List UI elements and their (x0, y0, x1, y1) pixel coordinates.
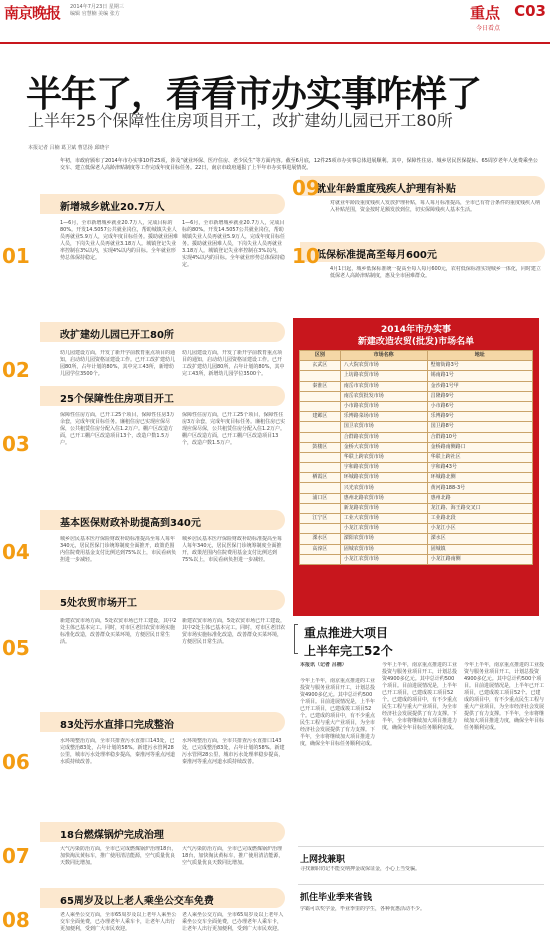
cell-name: 南岳农贸批发市场 (340, 391, 427, 401)
cell-name: 兴光农贸市场 (340, 483, 427, 493)
item-text-04: 城乡居民基本医疗保险财政补助标准提高至每人每年340元，居民医保门诊统筹制度全面推开，政策范围内住院费用基金支付比例达到75%以上，市民看病负担进一步减轻。 (60, 536, 177, 563)
table-row (300, 422, 533, 432)
cell-addr: 乐博路9号 (427, 412, 532, 422)
cell-name: 南岳市农贸市场 (340, 381, 427, 391)
cell-name: 八大院农贸市场 (340, 361, 427, 371)
side-heading-1: 重点推进大项目 (304, 626, 389, 640)
cell-name: 溧阳农贸市场 (340, 534, 427, 544)
item-text-09: 对就业年龄段重度残疾人发放护理补贴，每人每月标准提高，全市已有符合条件的重度残疾人纳入补贴范围，资金按时足额发放到位，切实保障残疾人基本生活。 (330, 200, 541, 213)
cell-addr: 小龙江小区 (427, 524, 532, 534)
table-row (300, 483, 533, 493)
section-subtitle: 今日看点 (475, 25, 500, 32)
cell-area (300, 422, 341, 432)
item-number-03: 03 (2, 432, 30, 456)
cell-area: 溧水区 (300, 534, 341, 544)
item-text-10: 4月1日起，城乡低保标准统一提高至每人每月600元，农村低保标准实现城乡一体化，同时建立低保老人高龄津贴制度，惠及全市困难群众。 (330, 266, 541, 279)
cell-addr: 华联上跨社区 (427, 452, 532, 462)
cell-name: 上坊路农贸市场 (340, 371, 427, 381)
cell-addr: 工业路北段 (427, 514, 532, 524)
cell-name: 固城农贸市场 (340, 544, 427, 554)
cell-addr: 金桥路南侧路口 (427, 442, 532, 452)
masthead (0, 0, 550, 44)
table-row (300, 473, 533, 483)
item-title-10: 低保标准提高至每月600元 (316, 250, 437, 261)
cell-area (300, 463, 341, 473)
table-row (300, 412, 533, 422)
item-title-06: 83处污水直排口完成整治 (60, 720, 174, 731)
market-list-table (299, 350, 533, 565)
cell-name: 小市路农贸市场 (340, 401, 427, 411)
item-text-06: 水环境整治方面，全市共排查污水直排口143处，已完成整治83处，占年计划的58%。新建污水管网28公里，城市污水处理率稳步提高，秦淮河等重点河道水质持续改善。 (60, 738, 176, 765)
cell-area (300, 391, 341, 401)
cell-name: 环城路农贸市场 (340, 473, 427, 483)
headline-bracket (294, 624, 298, 654)
section-tag: 重点 (469, 4, 500, 22)
cell-area (300, 483, 341, 493)
header-name: 市场名称 (340, 351, 427, 361)
main-headline: 半年了，看看市办实事咋样了 (26, 74, 482, 115)
small-text-1: 寻找兼职切记不能交纳押金或保证金，小心上当受骗。 (300, 866, 421, 872)
table-row (300, 381, 533, 391)
cell-area: 建邺区 (300, 412, 341, 422)
date-line: 2014年7月23日 星期三 (70, 4, 124, 10)
item-number-04: 04 (2, 540, 30, 564)
item-text-08b: 老人乘坐公交方面，全市65周岁及以上老年人乘坐公交车全面免费，已办理老年人乘车卡，让老年人出行更加便利，受到广大市民欢迎。 (182, 912, 284, 932)
cell-addr: 锡南路1号 (427, 371, 532, 381)
table-title-line1: 2014年市办实事 (380, 325, 452, 335)
cell-name: 合群路农贸市场 (340, 432, 427, 442)
item-text-02b: 幼儿园建设方面，开发了新开学前教育重点项目的通知，启动幼儿园资格证建设工作。已开工改扩建幼儿园80所，占年计划的80%，其中完工43所，新增幼儿园学位3500个。 (182, 350, 285, 377)
cell-addr: 黄河路188-3号 (427, 483, 532, 493)
item-text-06b: 水环境整治方面，全市共排查污水直排口143处，已完成整治83处，占年计划的58%。新建污水管网28公里，城市污水处理率稳步提高，秦淮河等重点河道水质持续改善。 (182, 738, 285, 765)
byline: 本报记者 吕楠 葛卫斌 曹思扬 邱晓宇 (28, 145, 110, 151)
item-text-01b: 1—6月，全市新增城乡就业20.7万人，完成目标的80%。开发14.5057公共就业岗位，帮助城镇失业人员再就业5.9万人，完成年度目标任务。援助就业困难人员，下岗失业人员再就业3.18万人。城镇登记失业率控制在3%以内，实现4%以内的目标。全年就业形势总体保持稳定。 (182, 220, 285, 268)
masthead-meta (70, 4, 124, 18)
cell-name: 华联上跨农贸市场 (340, 452, 427, 462)
cell-addr: 小龙江路南侧 (427, 554, 532, 564)
cell-name: 工业大农贸市场 (340, 514, 427, 524)
cell-area: 高淳区 (300, 544, 341, 554)
cell-area (300, 524, 341, 534)
cell-addr: 合群路10号 (427, 432, 532, 442)
cell-name: 金桥大农贸市场 (340, 442, 427, 452)
cell-addr: 溧水区 (427, 534, 532, 544)
cell-addr: 墅塘街路3号 (427, 361, 532, 371)
cell-area (300, 452, 341, 462)
item-title-07: 18台燃煤锅炉完成治理 (60, 830, 164, 841)
item-text-01: 1—6月，全市新增城乡就业20.7万人，完成目标的80%。开发14.5057公共就业岗位，帮助城镇失业人员再就业5.9万人，完成年度目标任务。援助就业困难人员，下岗失业人员再就业3.18万人。城镇登记失业率控制在3%以内，实现4%以内的目标。全年就业形势总体保持稳定。 (60, 220, 178, 261)
item-title-05: 5处农贸市场开工 (60, 598, 137, 609)
cell-area: 栖霞区 (300, 473, 341, 483)
small-heading-2: 抓住毕业季来省钱 (300, 893, 373, 903)
cell-name: 小龙江农贸市场 (340, 524, 427, 534)
table-row (300, 401, 533, 411)
cell-area (300, 432, 341, 442)
side-text-col1: 今年上半年，南京重点推进的工业投资与服务业项目开工，计划总投资4900多亿元。其中总计约500个项目。目前进展情况是，上半年已开工项目，已建成竣工项目52个。已建成的项目中，有不少重点民生工程与重大产业项目，为全市经济社会发展提供了有力支撑。下半年，全市将继续加大项目推进力度，确保全年目标任务顺利完成。 (300, 678, 376, 747)
item-text-05: 新建农贸市场方面，5处农贸市场已开工建设，其中2处主体已基本完工。同时，对市区老旧农贸市场实施标准化改造，改善群众买菜环境，方便居民日常生活。 (60, 618, 177, 645)
item-number-02: 02 (2, 358, 30, 382)
header-area: 区别 (300, 351, 341, 361)
table-row (300, 391, 533, 401)
table-row (300, 534, 533, 544)
item-title-02: 改扩建幼儿园已开工80所 (60, 330, 174, 341)
cell-addr: 固城镇 (427, 544, 532, 554)
item-text-02: 幼儿园建设方面，开发了新开学前教育重点项目的通知，启动幼儿园资格证建设工作。已开工改扩建幼儿园80所，占年计划的80%，其中完工43所，新增幼儿园学位3500个。 (60, 350, 176, 377)
item-number-08: 08 (2, 908, 30, 932)
cell-name: 惠州北路农贸市场 (340, 493, 427, 503)
item-text-03: 保障性住房方面，已开工25个项目，保障性住房3万余套，完成年度目标任务。廉租住房已实现应保尽保，公共租赁住房分配入住1.2万户。棚户区改造方面，已开工棚户区改造项目13个，改造户数1.5万户。 (60, 412, 175, 446)
item-number-09: 09 (292, 176, 320, 200)
divider (298, 846, 544, 847)
cell-area (300, 554, 341, 564)
table-row (300, 452, 533, 462)
page-number: C03 (514, 2, 546, 20)
cell-area: 江宁区 (300, 514, 341, 524)
table-row (300, 432, 533, 442)
item-number-10: 10 (292, 244, 320, 268)
table-row (300, 442, 533, 452)
market-list-panel (293, 318, 539, 616)
cell-name: 国卫农贸市场 (340, 422, 427, 432)
item-text-04b: 城乡居民基本医疗保险财政补助标准提高至每人每年340元，居民医保门诊统筹制度全面推开，政策范围内住院费用基金支付比例达到75%以上，市民看病负担进一步减轻。 (182, 536, 283, 563)
divider-2 (298, 884, 544, 885)
newspaper-logo: 南京晚报 (4, 4, 61, 22)
cell-addr: 惠州北路 (427, 493, 532, 503)
cell-name: 新龙路农贸市场 (340, 503, 427, 513)
small-text-2: 学霸可以奖学金，毕业季里的学生，各种优惠活动不少。 (300, 906, 426, 912)
cell-name: 宇和路农贸市场 (340, 463, 427, 473)
item-title-01: 新增城乡就业20.7万人 (60, 202, 165, 213)
cell-addr: 金沙路1号甲 (427, 381, 532, 391)
side-heading-2: 上半年完工52个 (304, 644, 393, 658)
table-row (300, 503, 533, 513)
side-text-col2: 今年上半年，南京重点推进的工业投资与服务业项目开工，计划总投资4900多亿元。其中总计约500个项目。目前进展情况是，上半年已开工项目，已建成竣工项目52个。已建成的项目中，有不少重点民生工程与重大产业项目，为全市经济社会发展提供了有力支撑。下半年，全市将继续加大项目推进力度，确保全年目标任务顺利完成。 (382, 662, 458, 731)
cell-name: 小龙江农贸市场 (340, 554, 427, 564)
lead-paragraph: 年初，市政府颁布了2014年市办实事10件25项，涉及“就业环保、医疗住房、老少民生”等方面内容。截至6月底，12件25项市办实事总体进展顺利。其中，保障性住房、城乡居民医保提标、65周岁老年人免费乘坐公交车、建立低保老人高龄津贴制度等工作完成年度目标任务。22日，南京市政府通报了上半年市办实事进展情况。 (60, 158, 538, 171)
sub-headline: 上半年25个保障性住房项目开工，改扩建幼儿园已开工80所 (28, 111, 453, 130)
table-header-row (300, 351, 533, 361)
item-number-01: 01 (2, 244, 30, 268)
cell-area (300, 503, 341, 513)
cell-area: 秦淮区 (300, 381, 341, 391)
cell-addr: 龙江路、海王路交叉口 (427, 503, 532, 513)
table-title-line2: 新建改造农贸(批发)市场名单 (357, 337, 475, 347)
cell-addr: 宇和路43号 (427, 463, 532, 473)
cell-addr: 小市路6号 (427, 401, 532, 411)
table-row (300, 544, 533, 554)
item-number-05: 05 (2, 636, 30, 660)
editor-line: 编辑 官慧楠 美编 张方 (70, 11, 120, 17)
cell-area: 鼓楼区 (300, 442, 341, 452)
table-row (300, 463, 533, 473)
item-text-07b: 大气污染防治方面，全市已完成燃煤锅炉治理18台，加快淘汰黄标车，推广使用清洁能源，空气质量优良天数同比增加。 (182, 846, 284, 866)
side-text-col3: 今年上半年，南京重点推进的工业投资与服务业项目开工，计划总投资4900多亿元。其中总计约500个项目。目前进展情况是，上半年已开工项目，已建成竣工项目52个。已建成的项目中，有不少重点民生工程与重大产业项目，为全市经济社会发展提供了有力支撑。下半年，全市将继续加大项目推进力度，确保全年目标任务顺利完成。 (464, 662, 544, 731)
table-row (300, 371, 533, 381)
item-text-08: 老人乘坐公交方面，全市65周岁及以上老年人乘坐公交车全面免费，已办理老年人乘车卡，让老年人出行更加便利，受到广大市民欢迎。 (60, 912, 177, 932)
item-text-07: 大气污染防治方面，全市已完成燃煤锅炉治理18台，加快淘汰黄标车，推广使用清洁能源，空气质量优良天数同比增加。 (60, 846, 177, 866)
cell-area (300, 401, 341, 411)
item-number-06: 06 (2, 750, 30, 774)
cell-area (300, 371, 341, 381)
item-title-08: 65周岁及以上老人乘坐公交车免费 (60, 896, 214, 907)
header-addr: 地址 (427, 351, 532, 361)
table-row (300, 493, 533, 503)
side-dateline: 本报讯（记者 吕楠） (300, 662, 347, 668)
item-text-05b: 新建农贸市场方面，5处农贸市场已开工建设，其中2处主体已基本完工。同时，对市区老旧农贸市场实施标准化改造，改善群众买菜环境，方便居民日常生活。 (182, 618, 286, 645)
item-number-07: 07 (2, 844, 30, 868)
cell-area: 玄武区 (300, 361, 341, 371)
table-row (300, 514, 533, 524)
cell-addr: 昌隆路9号 (427, 391, 532, 401)
cell-addr: 国卫路8号 (427, 422, 532, 432)
table-row (300, 524, 533, 534)
cell-addr: 环城路北侧 (427, 473, 532, 483)
item-title-04: 基本医保财政补助提高到340元 (60, 518, 201, 529)
table-row (300, 361, 533, 371)
cell-name: 乐博路菜场市场 (340, 412, 427, 422)
cell-area: 浦口区 (300, 493, 341, 503)
item-title-09: 就业年龄重度残疾人护理有补贴 (316, 184, 456, 195)
table-row (300, 554, 533, 564)
small-heading-1: 上网找兼职 (300, 855, 346, 865)
item-title-03: 25个保障性住房项目开工 (60, 394, 174, 405)
item-text-03b: 保障性住房方面，已开工25个项目，保障性住房3万余套，完成年度目标任务。廉租住房已实现应保尽保，公共租赁住房分配入住1.2万户。棚户区改造方面，已开工棚户区改造项目13个，改造户数1.5万户。 (182, 412, 286, 446)
